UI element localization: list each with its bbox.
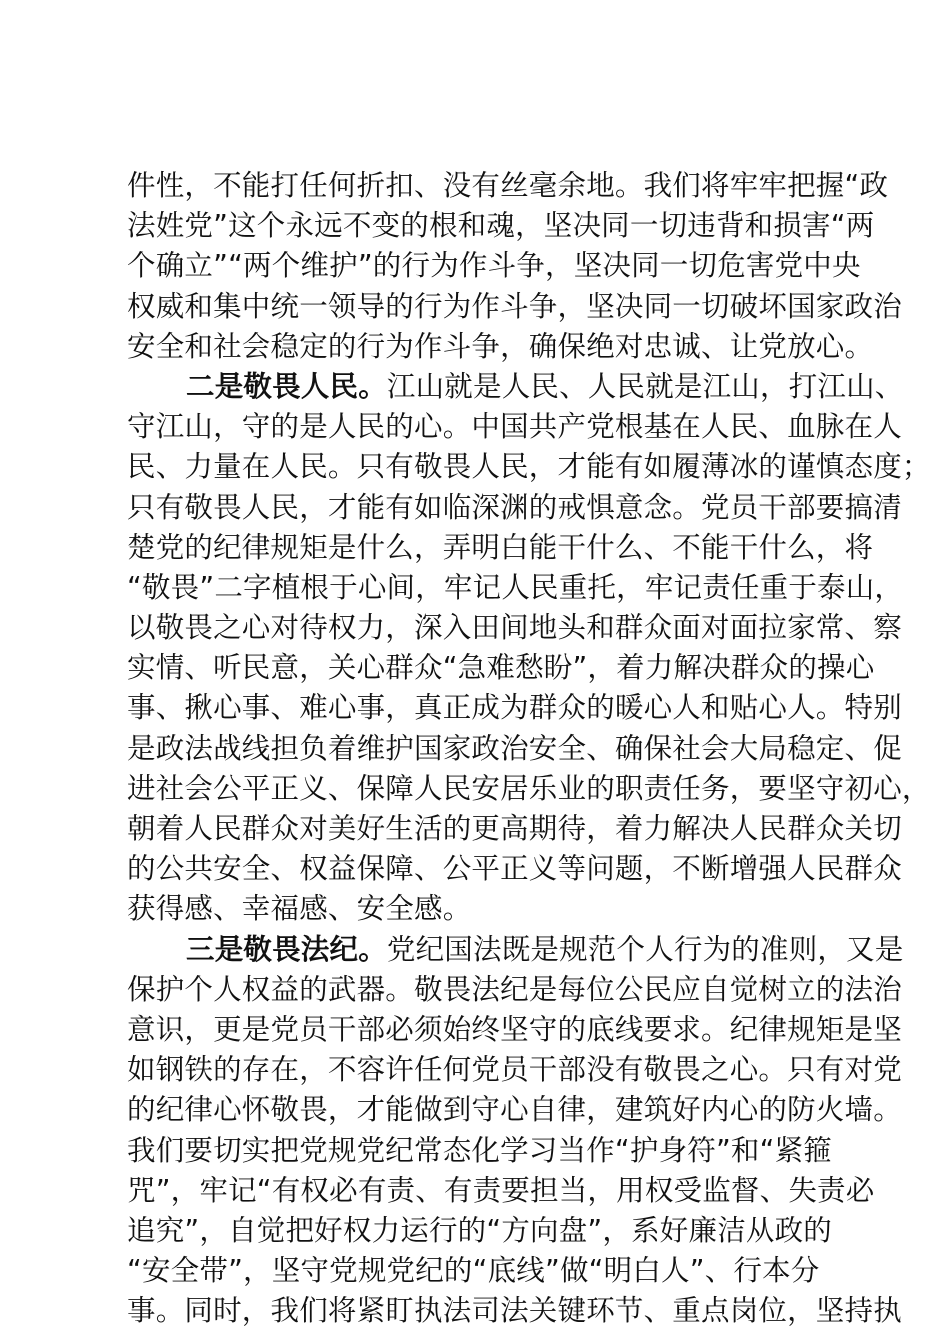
text-line: 个确立”“两个维护”的行为作斗争，坚决同一切危害党中央 [127,249,861,283]
text-line: 法姓党”这个永远不变的根和魂，坚决同一切违背和损害“两 [127,209,875,243]
text-line: 是政法战线担负着维护国家政治安全、确保社会大局稳定、促 [127,731,902,765]
text-line: 意识，更是党员干部必须始终坚守的底线要求。纪律规矩是坚 [127,1012,902,1046]
text-line: 进社会公平正义、保障人民安居乐业的职责任务，要坚守初心， [127,771,931,805]
text-line: 安全和社会稳定的行为作斗争，确保绝对忠诚、让党放心。 [127,329,874,363]
text-line: 追究”，自觉把好权力运行的“方向盘”，系好廉洁从政的 [127,1213,832,1247]
text-line: 守江山，守的是人民的心。中国共产党根基在人民、血脉在人 [127,410,902,444]
text-line: 朝着人民群众对美好生活的更高期待，着力解决人民群众关切 [127,812,902,845]
text-line: 事、揪心事、难心事，真正成为群众的暖心人和贴心人。特别 [127,691,902,725]
paragraph-3 [127,930,904,1332]
text-line: 只有敬畏人民，才能有如临深渊的戒惧意念。党员干部要搞清 [127,490,902,524]
text-line: 的公共安全、权益保障、公平正义等问题，不断增强人民群众 [127,852,902,886]
section-heading: 三是敬畏法纪。 [186,932,387,966]
text-line: 事。同时，我们将紧盯执法司法关键环节、重点岗位，坚持执 [127,1294,902,1328]
text-line: 以敬畏之心对待权力，深入田间地头和群众面对面拉家常、察 [127,611,902,645]
text-line: 获得感、幸福感、安全感。 [127,892,472,926]
text-line: 如钢铁的存在，不容许任何党员干部没有敬畏之心。只有对党 [127,1053,902,1087]
text-run: 党纪国法既是规范个人行为的准则，又是 [386,932,904,966]
text-line: 咒”，牢记“有权必有责、有责要担当，用权受监督、失责必 [127,1173,875,1207]
text-line: 的纪律心怀敬畏，才能做到守心自律，建筑好内心的防火墙。 [127,1093,902,1127]
text-run: 江山就是人民、人民就是江山，打江山、 [386,369,904,403]
text-line: 实情、听民意，关心群众“急难愁盼”，着力解决群众的操心 [127,651,875,685]
section-heading: 二是敬畏人民。 [186,369,387,403]
paragraph-1 [127,166,902,367]
text-line: “安全带”，坚守党规党纪的“底线”做“明白人”、行本分 [127,1254,820,1288]
text-line [127,930,904,970]
text-line: 民、力量在人民。只有敬畏人民，才能有如履薄冰的谨慎态度； [127,450,931,484]
text-line: 我们要切实把党规党纪常态化学习当作“护身符”和“紧箍 [127,1133,832,1167]
text-line [127,367,904,407]
text-line: “敬畏”二字植根于心间，牢记人民重托，牢记责任重于泰山， [127,570,904,604]
paragraph-2 [127,367,931,930]
text-line: 权威和集中统一领导的行为作斗争，坚决同一切破坏国家政治 [127,289,902,323]
text-line: 件性，不能打任何折扣、没有丝毫余地。我们将牢牢把握“政 [127,169,889,202]
document-page [127,166,931,1331]
text-line: 楚党的纪律规矩是什么，弄明白能干什么、不能干什么，将 [127,530,874,564]
text-line: 保护个人权益的武器。敬畏法纪是每位公民应自觉树立的法治 [127,972,902,1006]
